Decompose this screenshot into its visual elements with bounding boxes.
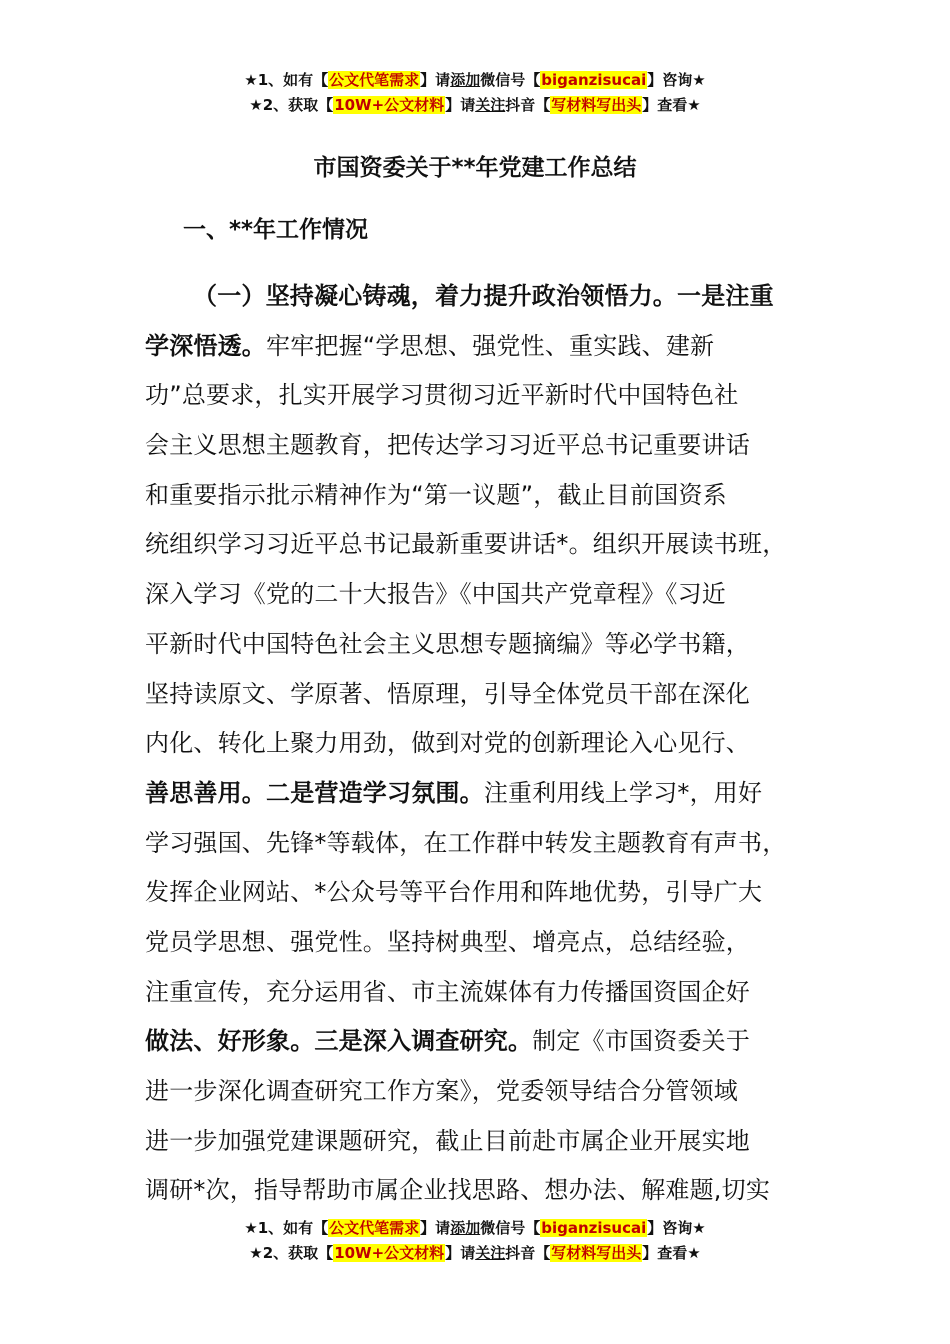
paragraph-line [145, 322, 805, 372]
promo-text: 】查看★ [642, 96, 701, 114]
promo-text: 】请 [445, 1244, 476, 1262]
line-text: 注重宣传，充分运用省、市主流媒体有力传播国资国企好 [145, 977, 750, 1006]
paragraph-line [145, 918, 805, 968]
bold-phrase: 学深悟透。 [145, 331, 266, 360]
paragraph-line [145, 1117, 805, 1167]
promo-text: 2、获取【 [262, 1244, 334, 1262]
promo-text: 抖音【 [505, 96, 551, 114]
line-text: 党员学思想、强党性。坚持树典型、增亮点，总结经验， [145, 927, 750, 956]
line-text: 调研*次，指导帮助市属企业找思路、想办法、解难题,切实 [145, 1176, 771, 1205]
promo-highlight-wechat-id: biganzisucai [541, 1219, 647, 1237]
bold-phrase: 二是营造学习氛围。 [266, 778, 484, 807]
paragraph-line [145, 968, 805, 1018]
promo-text: 微信号【 [480, 1219, 541, 1237]
promo-text: 】咨询★ [647, 1219, 706, 1237]
paragraph-line [145, 1067, 805, 1117]
paragraph-line [145, 819, 805, 869]
line-text: 制定《市国资委关于 [532, 1027, 751, 1056]
promo-text: 1、如有【 [257, 1219, 329, 1237]
paragraph-line [145, 1166, 805, 1216]
promo-text: 】请 [445, 96, 476, 114]
star-icon: ★ [244, 71, 258, 89]
star-icon: ★ [249, 96, 263, 114]
promo-text: 1、如有【 [257, 71, 329, 89]
paragraph-line [145, 719, 805, 769]
paragraph-line [145, 868, 805, 918]
promo-highlight-douyin: 写材料写出头 [551, 1244, 642, 1262]
section-heading: 一、**年工作情况 [183, 217, 369, 243]
document-title: 市国资委关于**年党建工作总结 [313, 155, 637, 181]
line-text: 注重利用线上学习*，用好 [483, 778, 763, 807]
line-text: 坚持读原文、学原著、悟原理，引导全体党员干部在深化 [145, 679, 750, 708]
line-text: 和重要指示批示精神作为“第一议题”，截止目前国资系 [145, 480, 727, 509]
paragraph-line [145, 371, 805, 421]
promo-underline: 添加 [450, 71, 481, 89]
paragraph-line [145, 272, 805, 322]
line-text: 统组织学习习近平总书记最新重要讲话*。组织开展读书班， [145, 530, 787, 559]
line-text: 牢牢把握“学思想、强党性、重实践、建新 [266, 331, 715, 360]
promo-underline: 关注 [475, 96, 506, 114]
line-text: 会主义思想主题教育，把传达学习习近平总书记重要讲话 [145, 431, 750, 460]
line-text: 功”总要求，扎实开展学习贯彻习近平新时代中国特色社 [145, 381, 739, 410]
promo-underline: 关注 [475, 1244, 506, 1262]
promo-highlight-wechat-id: biganzisucai [541, 71, 647, 89]
promo-text: 微信号【 [480, 71, 541, 89]
promo-highlight-douyin: 写材料写出头 [551, 96, 642, 114]
paragraph-line [145, 1017, 805, 1067]
line-text: 学习强国、先锋*等载体，在工作群中转发主题教育有声书， [145, 828, 787, 857]
promo-line-2 [0, 1241, 950, 1266]
paragraph-line [145, 520, 805, 570]
bold-phrase: （一）坚持凝心铸魂，着力提升政治领悟力。一是注重 [193, 282, 774, 310]
header-promo-banner [0, 68, 950, 118]
promo-text: 抖音【 [505, 1244, 551, 1262]
bold-phrase: 三是深入调查研究。 [314, 1027, 533, 1056]
promo-highlight: 10W+公文材料 [334, 1244, 445, 1262]
paragraph-line [145, 620, 805, 670]
paragraph-line [145, 421, 805, 471]
paragraph-line [145, 570, 805, 620]
line-text: 平新时代中国特色社会主义思想专题摘编》等必学书籍， [145, 629, 750, 658]
line-text: 进一步深化调查研究工作方案》，党委领导结合分管领域 [145, 1077, 738, 1105]
promo-text: 】请 [420, 1219, 451, 1237]
promo-line-1 [0, 68, 950, 93]
star-icon: ★ [249, 1244, 263, 1262]
promo-highlight: 公文代笔需求 [329, 71, 420, 89]
promo-text: 】咨询★ [647, 71, 706, 89]
promo-highlight: 10W+公文材料 [334, 96, 445, 114]
promo-line-1 [0, 1216, 950, 1241]
document-body [145, 272, 805, 1216]
line-text: 内化、转化上聚力用劲，做到对党的创新理论入心见行、 [145, 729, 750, 758]
line-text: 深入学习《党的二十大报告》《中国共产党章程》《习近 [145, 580, 726, 609]
bold-phrase: 做法、好形象。 [145, 1027, 315, 1056]
promo-text: 2、获取【 [262, 96, 334, 114]
paragraph-line [145, 769, 805, 819]
line-text: 发挥企业网站、*公众号等平台作用和阵地优势，引导广大 [145, 878, 763, 907]
promo-underline: 添加 [450, 1219, 481, 1237]
paragraph-line [145, 670, 805, 720]
bold-phrase: 善思善用。 [145, 778, 266, 807]
promo-text: 】查看★ [642, 1244, 701, 1262]
promo-text: 】请 [420, 71, 451, 89]
footer-promo-banner [0, 1216, 950, 1266]
paragraph-line [145, 471, 805, 521]
promo-line-2 [0, 93, 950, 118]
line-text: 进一步加强党建课题研究，截止目前赴市属企业开展实地 [145, 1126, 750, 1155]
promo-highlight: 公文代笔需求 [329, 1219, 420, 1237]
star-icon: ★ [244, 1219, 258, 1237]
